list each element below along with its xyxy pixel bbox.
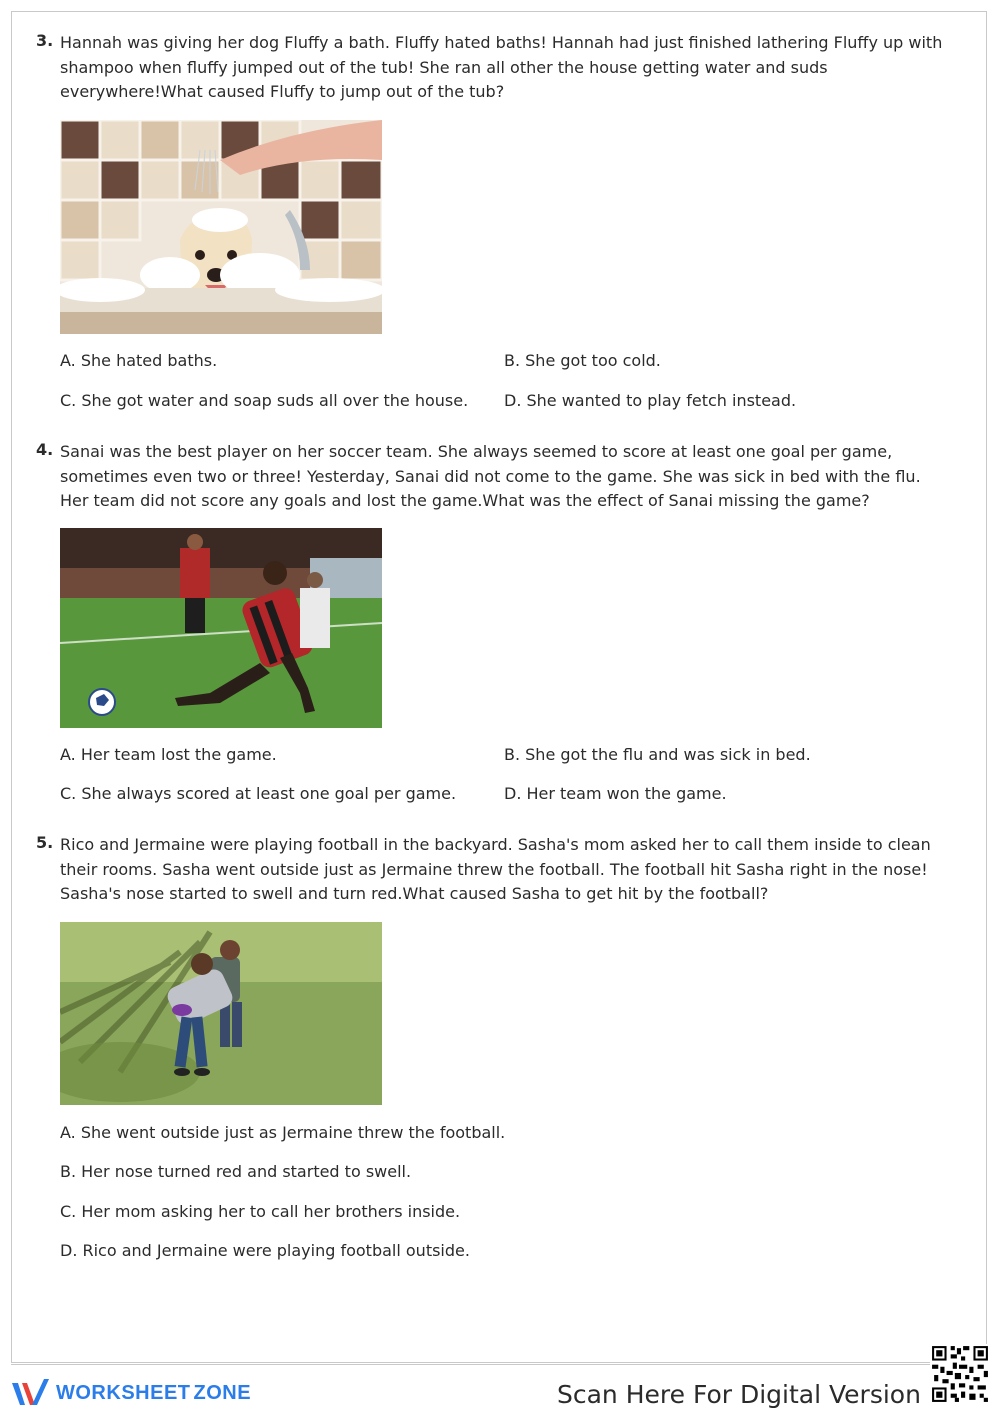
option-d[interactable]: D. She wanted to play fetch instead. [504,391,797,410]
qr-code-icon[interactable] [930,1344,990,1404]
option-c[interactable]: C. She got water and soap suds all over the house. [60,391,469,410]
question-number: 3. [36,31,54,50]
option-b[interactable]: B. Her nose turned red and started to swell. [60,1162,412,1181]
question-text: Rico and Jermaine were playing football in the backyard. Sasha's mom asked her to call them inside to clean their rooms. Sasha went outside just as Jermaine threw the football. The football hit Sasha right in the nose! Sasha's nose started to swell and turn red.What caused Sasha to get hit by the football? [60,835,931,903]
option-c[interactable]: C. Her mom asking her to call her brothers inside. [60,1202,461,1221]
option-d[interactable]: D. Rico and Jermaine were playing football outside. [60,1241,470,1260]
footer-divider [11,1364,988,1365]
option-c[interactable]: C. She always scored at least one goal per game. [60,784,457,803]
option-b[interactable]: B. She got too cold. [504,351,661,370]
option-b[interactable]: B. She got the flu and was sick in bed. [504,745,811,764]
brand-part1: WORKSHEET [56,1381,191,1404]
question-number: 5. [36,833,54,852]
option-d[interactable]: D. Her team won the game. [504,784,727,803]
option-a[interactable]: A. Her team lost the game. [60,745,277,764]
question-text: Hannah was giving her dog Fluffy a bath. Fluffy hated baths! Hannah had just finished lathering Fluffy up with shampoo when fluffy jumped out of the tub! She ran all other the house getting water and suds everywhere!What caused Fluffy to jump out of the tub? [60,33,943,101]
brand-name [56,1382,251,1405]
question-3 [36,31,946,421]
w-logo-icon [10,1377,52,1409]
scan-caption: Scan Here For Digital Version [557,1380,921,1409]
backyard-football-photo [60,922,382,1105]
worksheetzone-logo[interactable] [10,1377,251,1409]
question-4 [36,440,946,810]
question-text: Sanai was the best player on her soccer team. She always seemed to score at least one goal per game, sometimes even two or three! Yesterday, Sanai did not come to the game. She was sick in bed with the flu. Her team did not score any goals and lost the game.What was the effect of Sanai missing the game? [60,442,921,510]
dog-bath-photo [60,120,382,334]
question-5 [36,833,946,1273]
soccer-photo [60,528,382,728]
question-number: 4. [36,440,54,459]
option-a[interactable]: A. She hated baths. [60,351,218,370]
brand-part2: ZONE [193,1381,252,1404]
option-a[interactable]: A. She went outside just as Jermaine threw the football. [60,1123,506,1142]
